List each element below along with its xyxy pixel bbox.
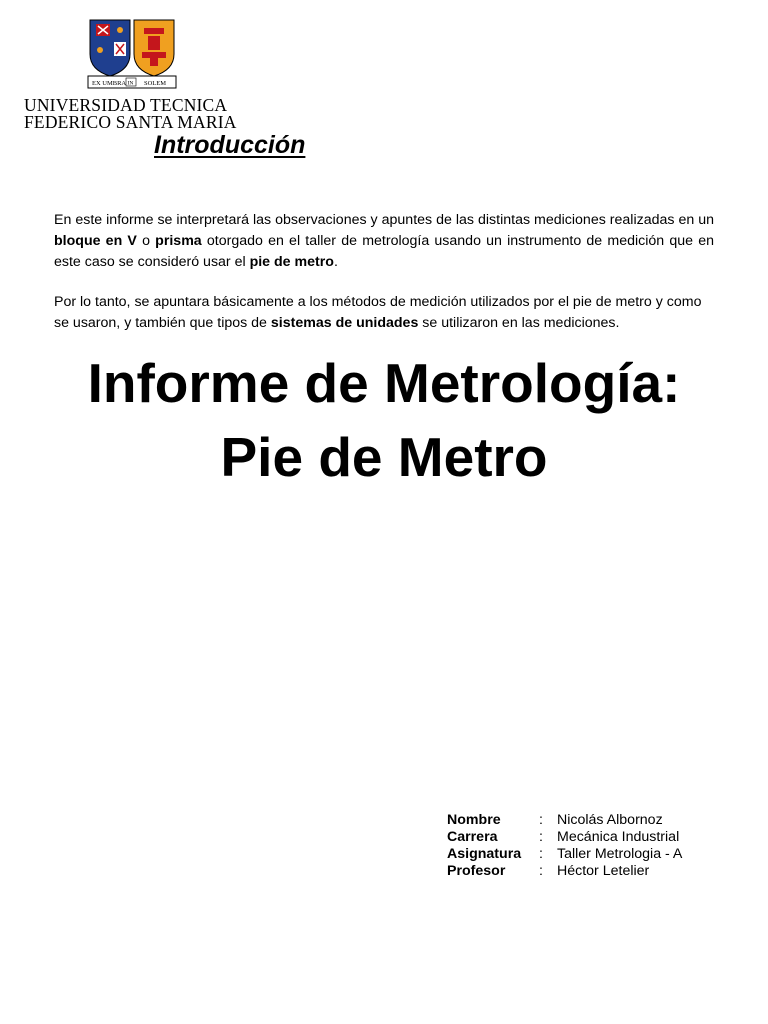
logo-motto-mid: IN <box>127 80 134 87</box>
p1-run: bloque en V <box>54 233 137 249</box>
logo-motto-right: SOLEM <box>144 80 167 87</box>
info-separator: : <box>539 829 543 845</box>
p1-run: otorgado en el taller de metrología usando un instrumento de medición que en este caso se consideró usar el <box>54 233 714 270</box>
info-separator: : <box>539 846 543 862</box>
info-value: Nicolás Albornoz <box>557 812 663 828</box>
university-name-line2: FEDERICO SANTA MARIA <box>24 112 237 132</box>
p1-run: pie de metro <box>249 254 334 270</box>
intro-paragraph-2 <box>54 292 714 334</box>
info-row <box>447 846 682 863</box>
report-title <box>0 346 768 494</box>
info-row <box>447 829 682 846</box>
p1-run: . <box>333 254 338 270</box>
info-separator: : <box>539 812 543 828</box>
info-label: Asignatura <box>447 846 522 862</box>
info-separator: : <box>539 863 543 879</box>
logo-motto-left: EX UMBRA <box>92 80 127 87</box>
info-value: Taller Metrologia - A <box>557 846 683 862</box>
p2-run: sistemas de unidades <box>270 315 419 331</box>
info-value: Héctor Letelier <box>557 863 650 879</box>
info-label: Nombre <box>447 812 501 828</box>
intro-heading: Introducción <box>154 131 306 159</box>
university-name <box>24 97 237 131</box>
info-label: Profesor <box>447 863 506 879</box>
p1-run: o <box>136 233 156 249</box>
info-label: Carrera <box>447 829 498 845</box>
p2-run: Por lo tanto, se apuntara básicamente a los métodos de medición utilizados por el pie de metro y como se usaron, y también que tipos de <box>54 294 702 331</box>
student-info-table <box>447 812 682 880</box>
info-row <box>447 863 682 880</box>
info-value: Mecánica Industrial <box>557 829 680 845</box>
p2-run: se utilizaron en las mediciones. <box>418 315 620 331</box>
university-name-line1: UNIVERSIDAD TECNICA <box>24 95 228 115</box>
info-row <box>447 812 682 829</box>
p1-run: En este informe se interpretará las observaciones y apuntes de las distintas mediciones realizadas en un <box>54 212 714 228</box>
p1-run: prisma <box>155 233 202 249</box>
report-title-line2: Pie de Metro <box>220 426 548 488</box>
university-logo <box>86 18 178 92</box>
report-title-line1: Informe de Metrología: <box>87 352 681 414</box>
intro-paragraph-1 <box>54 210 714 273</box>
